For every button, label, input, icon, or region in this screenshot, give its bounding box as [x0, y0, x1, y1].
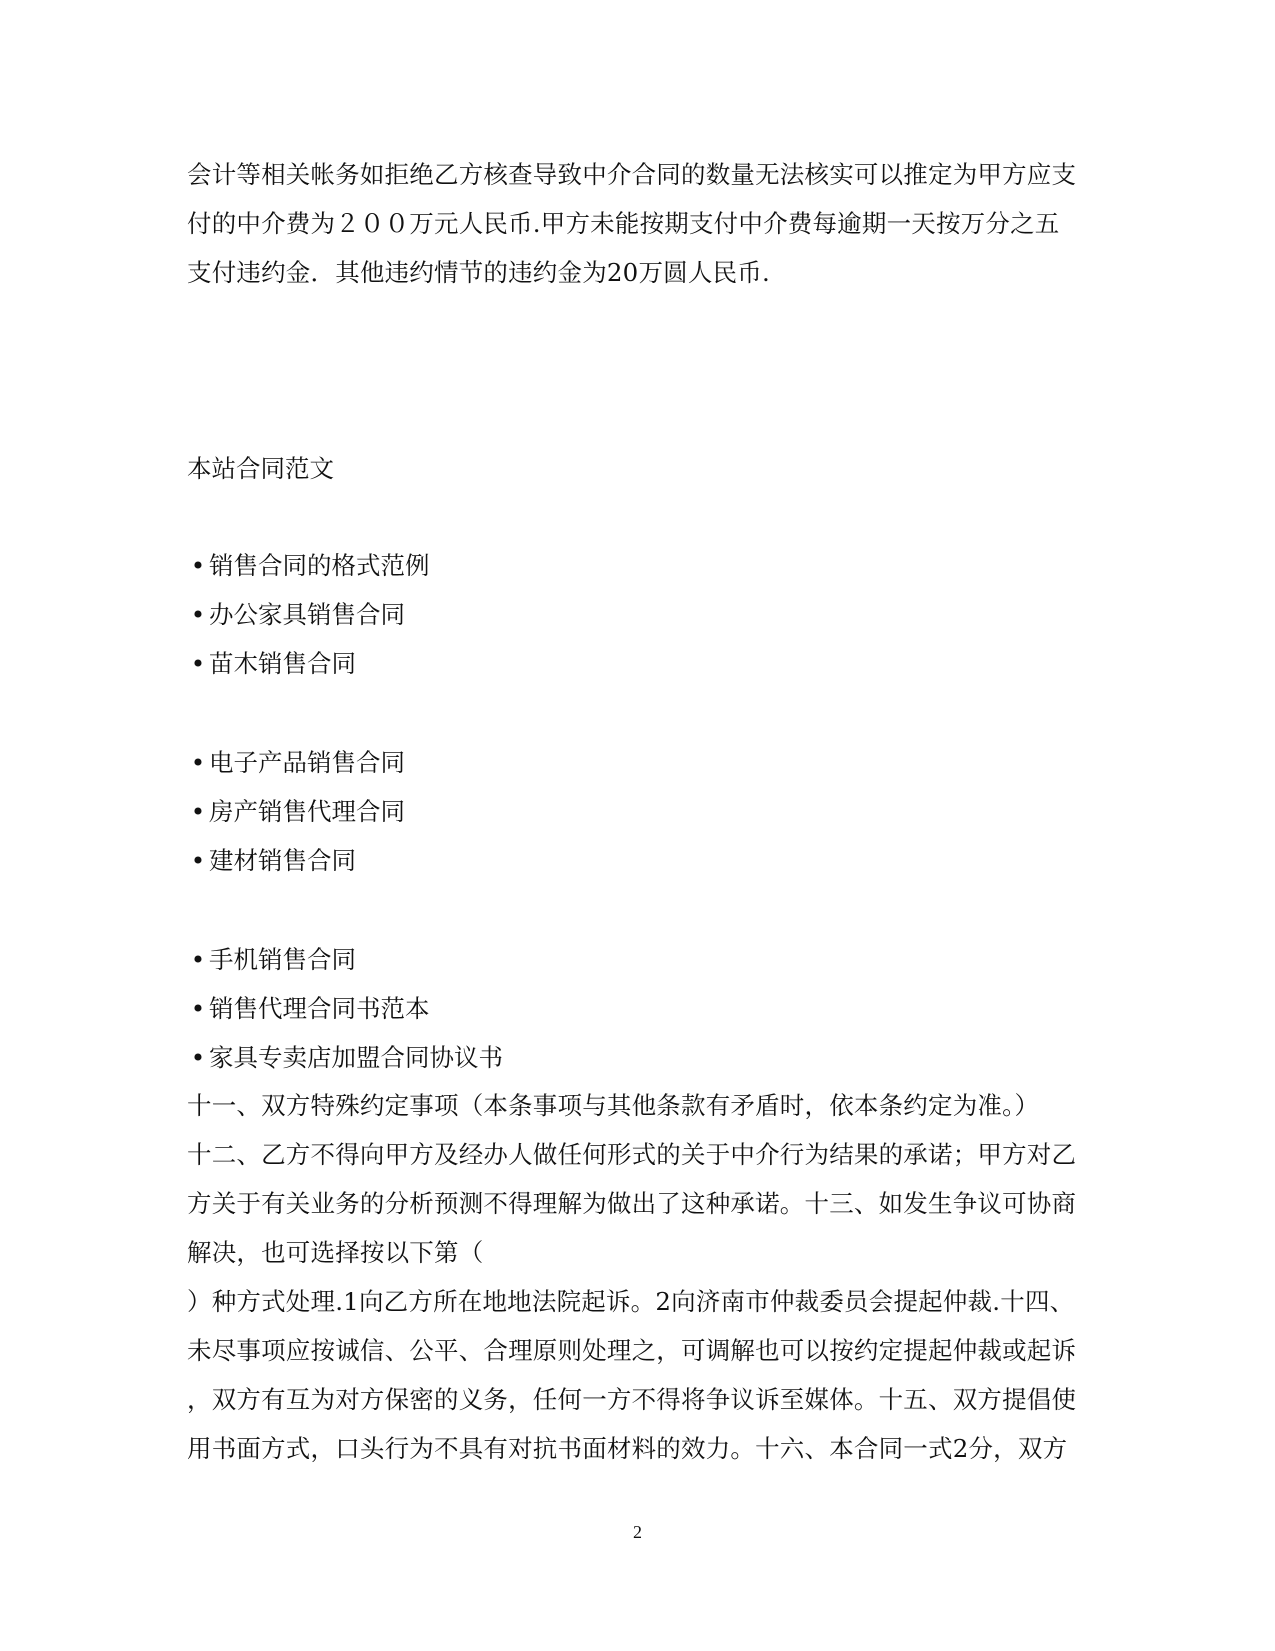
contract-link[interactable]: 房产销售代理合同: [209, 797, 405, 826]
paragraph-line: ）种方式处理.1向乙方所在地地法院起诉。2向济南市仲裁委员会提起仲裁.十四、: [187, 1287, 1075, 1316]
bullet-icon: •: [190, 994, 206, 1023]
paragraph-line: 会计等相关帐务如拒绝乙方核查导致中介合同的数量无法核实可以推定为甲方应支: [187, 160, 1077, 189]
list-item[interactable]: [187, 1033, 1087, 1082]
bullet-icon: •: [190, 600, 206, 629]
page-number: 2: [633, 1522, 642, 1542]
paragraph-line: 十一、双方特殊约定事项（本条事项与其他条款有矛盾时，依本条约定为准。）: [187, 1091, 1040, 1120]
list-item[interactable]: [187, 738, 1087, 787]
bullet-icon: •: [190, 846, 206, 875]
list-item[interactable]: [187, 984, 1087, 1033]
bullet-icon: •: [190, 649, 206, 678]
bullet-icon: •: [190, 748, 206, 777]
paragraph-line: 解决，也可选择按以下第（: [187, 1238, 484, 1267]
contract-link[interactable]: 办公家具销售合同: [209, 600, 405, 629]
contract-link[interactable]: 家具专卖店加盟合同协议书: [209, 1043, 503, 1072]
contract-link[interactable]: 建材销售合同: [209, 846, 356, 875]
contract-link-list: [187, 541, 1087, 688]
list-item[interactable]: [187, 541, 1087, 590]
list-item[interactable]: [187, 836, 1087, 885]
section-heading: 本站合同范文: [187, 454, 334, 483]
contract-link[interactable]: 电子产品销售合同: [209, 748, 405, 777]
paragraph-line: 方关于有关业务的分析预测不得理解为做出了这种承诺。十三、如发生争议可协商: [187, 1189, 1077, 1218]
contract-link-list: [187, 935, 1087, 1082]
contract-link-list: [187, 738, 1087, 885]
bullet-icon: •: [190, 551, 206, 580]
contract-link[interactable]: 销售代理合同书范本: [209, 994, 430, 1023]
bullet-icon: •: [190, 945, 206, 974]
contract-link[interactable]: 销售合同的格式范例: [209, 551, 430, 580]
contract-link[interactable]: 手机销售合同: [209, 945, 356, 974]
paragraph-line: 用书面方式，口头行为不具有对抗书面材料的效力。十六、本合同一式2分，双方: [187, 1434, 1068, 1463]
bullet-icon: •: [190, 797, 206, 826]
paragraph-penalty-terms: [187, 150, 1087, 297]
list-item[interactable]: [187, 639, 1087, 688]
bullet-icon: •: [190, 1043, 206, 1072]
paragraph-line: 十二、乙方不得向甲方及经办人做任何形式的关于中介行为结果的承诺；甲方对乙: [187, 1140, 1077, 1169]
paragraph-special-terms: [187, 1081, 1087, 1473]
contract-link[interactable]: 苗木销售合同: [209, 649, 356, 678]
list-item[interactable]: [187, 590, 1087, 639]
paragraph-line: 未尽事项应按诚信、公平、合理原则处理之，可调解也可以按约定提起仲裁或起诉: [187, 1336, 1077, 1365]
list-item[interactable]: [187, 935, 1087, 984]
list-item[interactable]: [187, 787, 1087, 836]
paragraph-line: ，双方有互为对方保密的义务，任何一方不得将争议诉至媒体。十五、双方提倡使: [187, 1385, 1077, 1414]
paragraph-line: 付的中介费为２００万元人民币.甲方未能按期支付中介费每逾期一天按万分之五: [187, 209, 1060, 238]
paragraph-line: 支付违约金．其他违约情节的违约金为20万圆人民币.: [187, 258, 770, 287]
